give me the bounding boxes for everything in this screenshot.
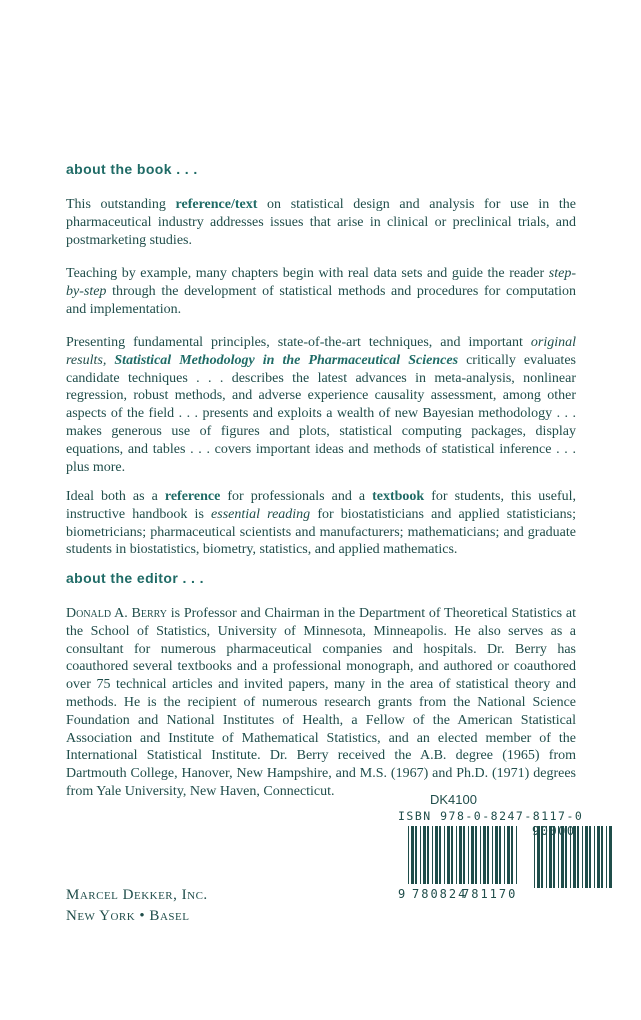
- text-run: Presenting fundamental principles, state-of-the-art techniques, and important: [66, 335, 531, 350]
- book-paragraph-3: [66, 334, 576, 476]
- editor-paragraph: [66, 605, 576, 801]
- barcode-bar: [475, 826, 477, 884]
- barcode-bar: [439, 826, 441, 884]
- about-editor-heading: about the editor . . .: [66, 570, 204, 586]
- text-run: for biostatisticians and applied statisticians; biometricians; pharmaceutical scientists and manufacturers; mathematicians; and graduate students in biostatistics, biometry, statistics, and applied mathematics.: [66, 506, 576, 558]
- barcode-bar: [516, 826, 517, 884]
- text-run: critically evaluates candidate techniques . . . describes the latest advances in meta-analysis, nonlinear regression, robust methods, and adverse experience causality assessment, among other aspects of the field . . . presents and exploits a wealth of new Bayesian methodology . . . makes generous use of figures and plots, statistical computing packages, display equations, and tables . . . covers important ideas and methods of statistical inference . . . plus more.: [66, 352, 576, 475]
- barcode-bar: [606, 826, 607, 888]
- barcode-lead-digit: 9: [398, 887, 406, 900]
- barcode-bar: [511, 826, 513, 884]
- barcode-bar: [444, 826, 445, 884]
- editor-name: Donald A. Berry: [66, 606, 167, 621]
- barcode-bar: [435, 826, 438, 884]
- isbn-barcode-block: [398, 792, 614, 902]
- bold-run: reference: [164, 489, 221, 504]
- bold-run: reference/text: [175, 197, 258, 212]
- barcode-bar: [504, 826, 505, 884]
- italic-run: step-by-step: [66, 266, 576, 299]
- barcode-bar: [423, 826, 426, 884]
- barcode-graphic: [398, 824, 614, 900]
- text-run: Ideal both as a: [66, 489, 165, 504]
- barcode-bar: [411, 826, 414, 884]
- barcode-bar: [582, 826, 583, 888]
- barcode-bar: [492, 826, 493, 884]
- barcode-left-digits: 780824: [412, 887, 468, 900]
- barcode-bar: [585, 826, 588, 888]
- barcode-bar: [420, 826, 421, 884]
- editor-bio: is Professor and Chairman in the Department of Theoretical Statistics at the School of Statistics, University of Minnesota, Minneapolis. He also serves as a consultant for numerous pharmaceutical companies and hospitals. Dr. Berry has coauthored several textbooks and a professional monograph, and authored or coauthored over 75 technical articles and invited papers, many in the area of statistical theory and methods. He is the recipient of numerous research grants from the National Science Foundation and National Institutes of Health, a Fellow of the American Statistical Association and Institute of Mathematical Statistics, and an elected member of the International Statistical Institute. Dr. Berry received the A.B. degree (1965) from Dartmouth College, Hanover, New Hampshire, and M.S. (1967) and Ph.D. (1971) degrees from Yale University, New Haven, Connecticut.: [66, 606, 576, 799]
- text-run: for students, this useful, instructive handbook is: [66, 489, 577, 522]
- barcode-bar: [487, 826, 489, 884]
- italic-run: original results,: [66, 335, 576, 368]
- barcode-bar: [507, 826, 510, 884]
- text-run: for professionals and a: [220, 489, 373, 504]
- about-book-heading: about the book . . .: [66, 161, 198, 177]
- barcode-bar: [432, 826, 433, 884]
- barcode-right-digits: 781170: [462, 887, 518, 900]
- publisher-name: Marcel Dekker, Inc.: [66, 887, 208, 903]
- barcode-bar: [459, 826, 462, 884]
- italic-run: essential reading: [211, 506, 311, 522]
- barcode-bar: [601, 826, 603, 888]
- barcode-bar: [483, 826, 486, 884]
- barcode-bar: [463, 826, 465, 884]
- text-run: through the development of statistical methods and procedures for computation and implementation.: [66, 283, 576, 317]
- barcode-bar: [480, 826, 481, 884]
- barcode-bar: [577, 826, 579, 888]
- barcode-bar: [499, 826, 501, 884]
- book-title-run: Statistical Methodology in the Pharmaceutical Sciences: [106, 352, 459, 368]
- book-paragraph-2: [66, 265, 576, 318]
- barcode-bar: [447, 826, 450, 884]
- book-paragraph-1: [66, 196, 576, 249]
- ean13-bars: [408, 826, 517, 884]
- book-paragraph-4: [66, 488, 576, 559]
- barcode-bar: [468, 826, 469, 884]
- barcode-bar: [451, 826, 453, 884]
- publisher-imprint: [66, 885, 208, 927]
- catalog-code: DK4100: [430, 792, 477, 807]
- barcode-bar: [589, 826, 591, 888]
- barcode-bar: [408, 826, 409, 884]
- text-run: Teaching by example, many chapters begin with real data sets and guide the reader: [66, 266, 549, 281]
- text-run: This outstanding: [66, 197, 176, 212]
- barcode-bar: [597, 826, 600, 888]
- publisher-cities: New York • Basel: [66, 908, 190, 924]
- bold-run: textbook: [372, 489, 425, 504]
- price-code: 90000: [532, 824, 576, 838]
- barcode-bar: [609, 826, 612, 888]
- text-run: on statistical design and analysis for use in the pharmaceutical industry addresses issues that arise in clinical or preclinical trials, and postmarketing studies.: [66, 197, 576, 248]
- barcode-bar: [594, 826, 595, 888]
- barcode-bar: [415, 826, 417, 884]
- barcode-bar: [471, 826, 474, 884]
- barcode-bar: [495, 826, 498, 884]
- barcode-bar: [427, 826, 429, 884]
- isbn-text: ISBN 978-0-8247-8117-0: [398, 809, 584, 823]
- barcode-bar: [456, 826, 457, 884]
